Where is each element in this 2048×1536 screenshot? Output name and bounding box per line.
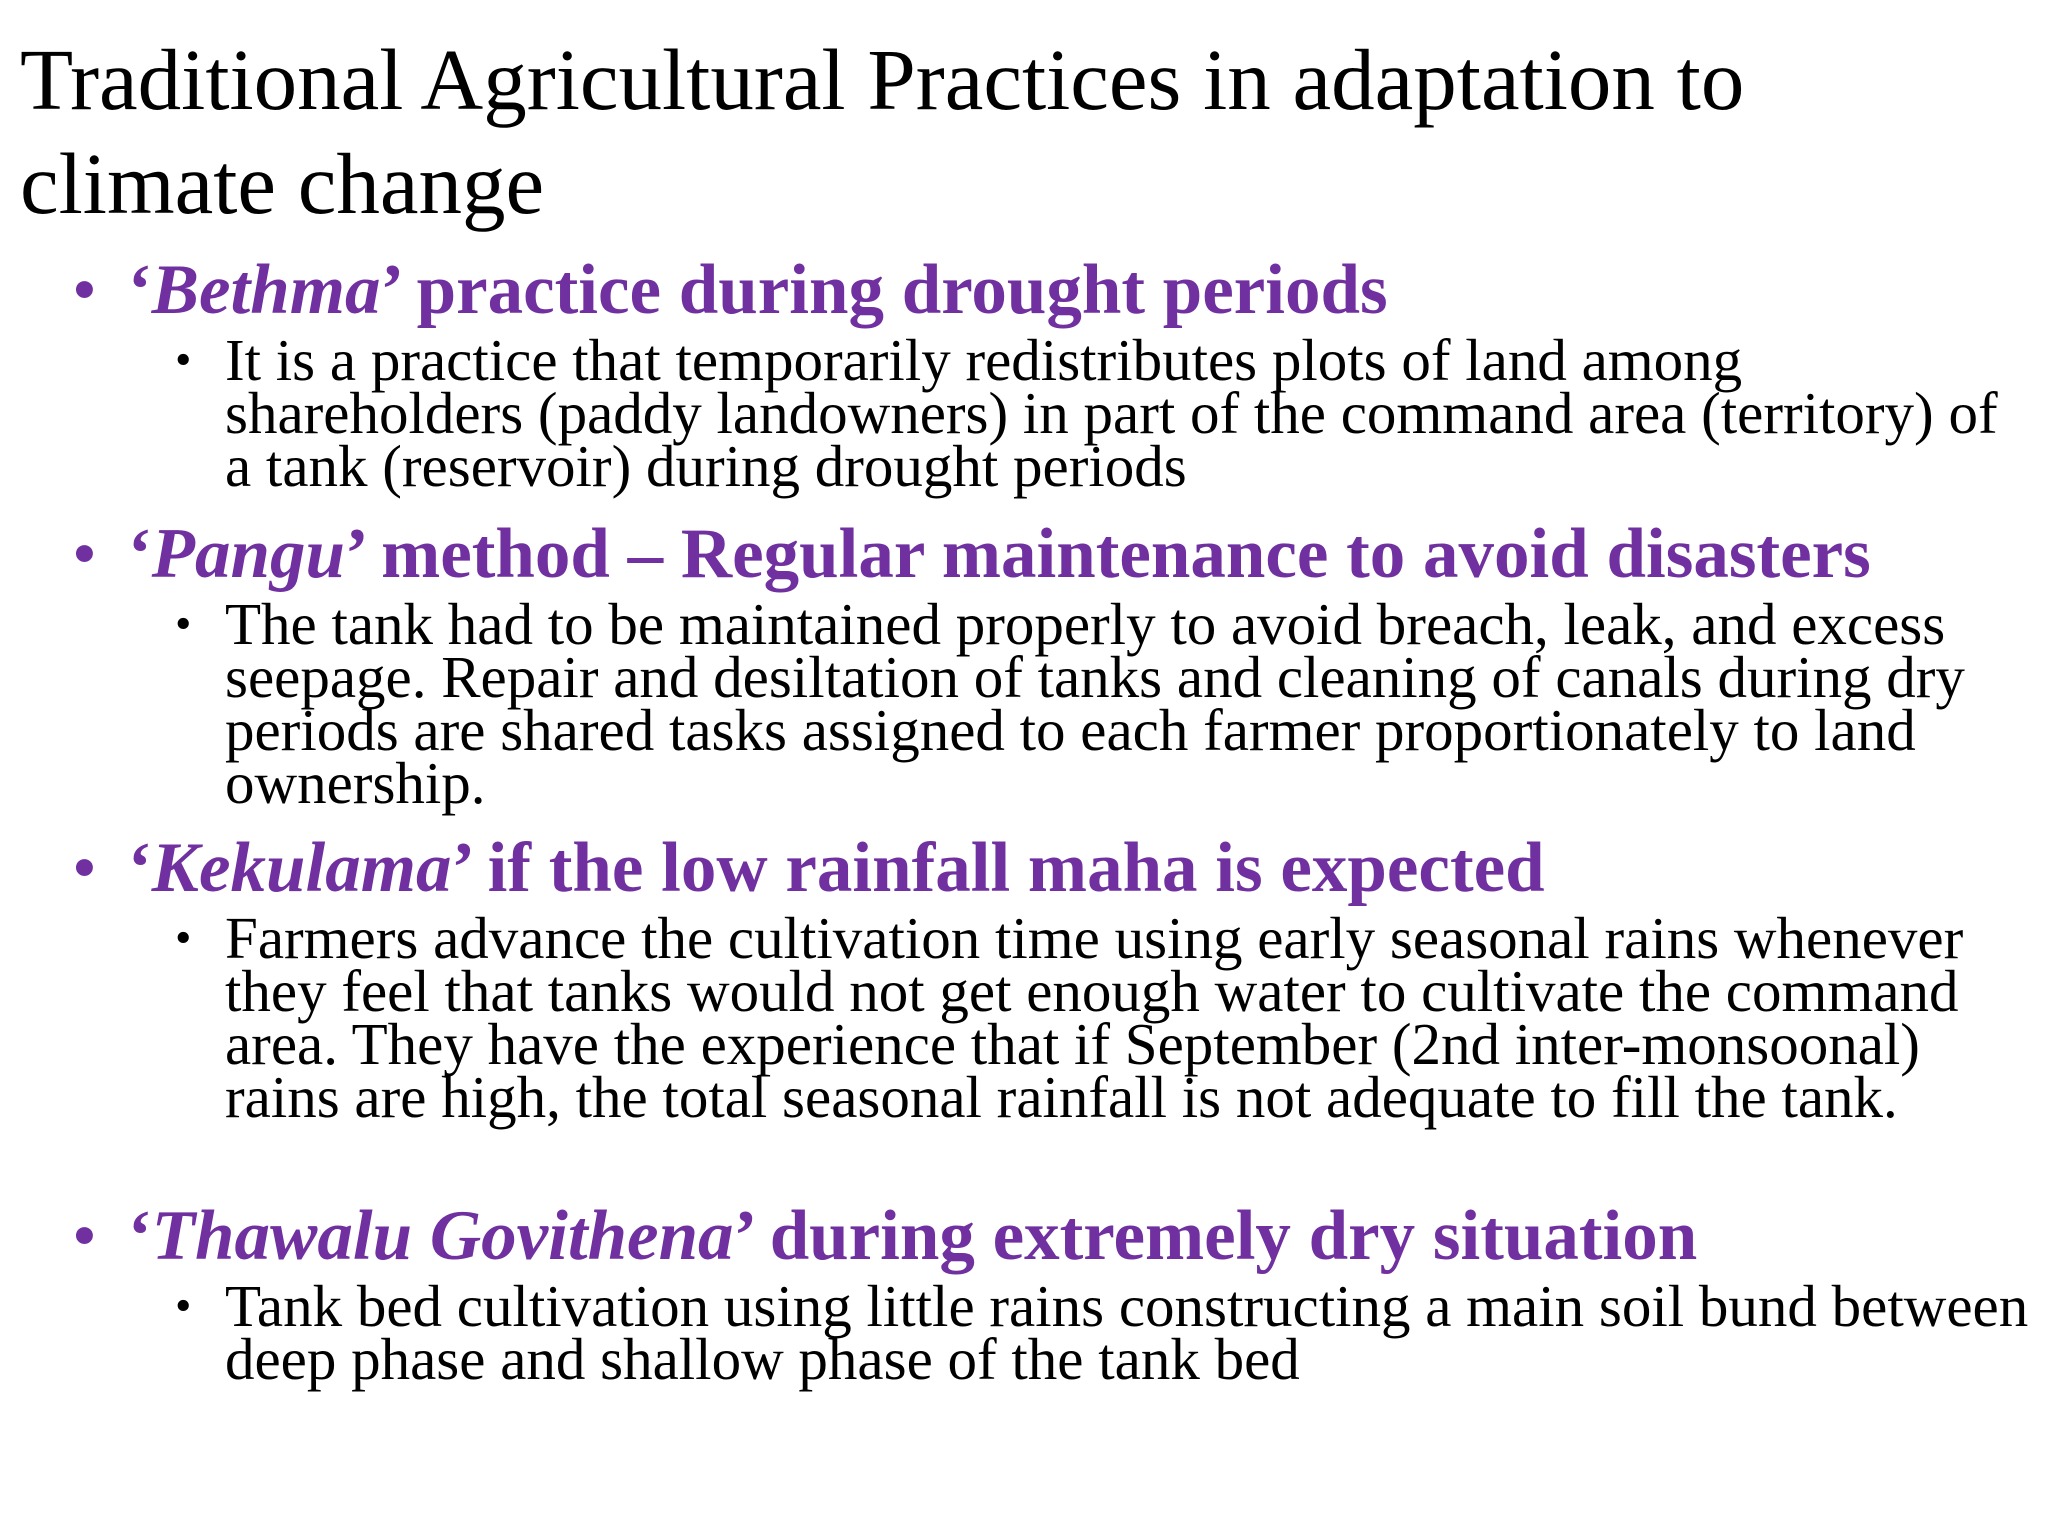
close-quote: ’ (380, 251, 399, 329)
point-heading (72, 1194, 2032, 1278)
bullet-icon: • (72, 1197, 97, 1275)
point-heading (72, 512, 2032, 596)
heading-rest: practice during drought periods (398, 251, 1388, 329)
point-detail (175, 591, 2035, 816)
open-quote: ‘ (128, 1197, 152, 1275)
detail-text: It is a practice that temporarily redistributes plots of land among shareholders (paddy landowners) in part of the command area (territory) of a tank (reservoir) during drought periods (225, 327, 1998, 499)
open-quote: ‘ (128, 515, 152, 593)
heading-rest: during extremely dry situation (751, 1197, 1698, 1275)
detail-text: Tank bed cultivation using little rains constructing a main soil bund between deep phase and shallow phase of the tank bed (225, 1273, 2029, 1392)
open-quote: ‘ (128, 829, 152, 907)
point-thawalu-govithena (72, 1194, 2032, 1392)
heading-rest: method – Regular maintenance to avoid disasters (363, 515, 1871, 593)
detail-text: Farmers advance the cultivation time using early seasonal rains whenever they feel that tanks would not get enough water to cultivate the command area. They have the experience that if September (2nd inter-monsoonal) rains are high, the total seasonal rainfall is not adequate to fill the tank. (225, 905, 1964, 1130)
practice-term: Pangu (151, 515, 345, 593)
point-detail (175, 327, 2035, 499)
point-bethma (72, 248, 2032, 499)
practice-term: Kekulama (151, 829, 452, 907)
sub-bullet-icon: • (175, 1280, 192, 1332)
slide-title: Traditional Agricultural Practices in adaptation to climate change (20, 31, 1745, 232)
practice-term: Thawalu Govithena (151, 1197, 734, 1275)
practice-term: Bethma (151, 251, 381, 329)
sub-bullet-icon: • (175, 334, 192, 386)
close-quote: ’ (345, 515, 364, 593)
point-heading (72, 248, 2032, 332)
bullet-icon: • (72, 515, 97, 593)
close-quote: ’ (451, 829, 470, 907)
open-quote: ‘ (128, 251, 152, 329)
point-kekulama (72, 826, 2032, 1130)
point-pangu (72, 512, 2032, 816)
heading-rest: if the low rainfall maha is expected (469, 829, 1545, 907)
bullet-icon: • (72, 251, 97, 329)
point-heading (72, 826, 2032, 910)
detail-text: The tank had to be maintained properly to avoid breach, leak, and excess seepage. Repair and desiltation of tanks and cleaning of canals during dry periods are shared tasks assigned to each farmer proportionately to land ownership. (225, 591, 1965, 816)
point-detail (175, 905, 2035, 1130)
sub-bullet-icon: • (175, 598, 192, 650)
bullet-icon: • (72, 829, 97, 907)
point-detail (175, 1273, 2035, 1392)
close-quote: ’ (733, 1197, 752, 1275)
sub-bullet-icon: • (175, 912, 192, 964)
